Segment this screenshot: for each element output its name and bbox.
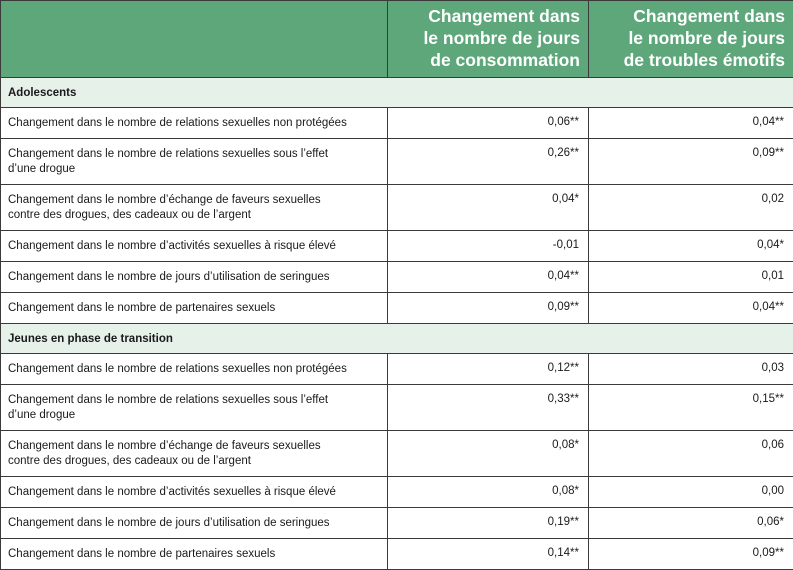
value-consumption-days: 0,19** [388, 508, 589, 539]
value-consumption-days: 0,08* [388, 431, 589, 477]
row-label [1, 108, 388, 139]
row-label-line1: Changement dans le nombre d’échange de faveurs sexuelles [8, 194, 321, 206]
table-row [1, 262, 793, 293]
section-row [1, 324, 793, 354]
value-consumption-days: 0,14** [388, 539, 589, 570]
table-row [1, 508, 793, 539]
row-label-line1: Changement dans le nombre de jours d’utilisation de seringues [8, 271, 330, 283]
header-col2-line3: de consommation [430, 50, 580, 70]
row-label-line1: Changement dans le nombre de relations sexuelles sous l’effet [8, 394, 328, 406]
table-row [1, 431, 793, 477]
row-label-line1: Changement dans le nombre d’activités sexuelles à risque élevé [8, 486, 336, 498]
value-consumption-days: 0,09** [388, 293, 589, 324]
table-row [1, 139, 793, 185]
row-label-line2: contre des drogues, des cadeaux ou de l’argent [8, 455, 251, 467]
value-consumption-days: 0,33** [388, 385, 589, 431]
row-label [1, 185, 388, 231]
header-empty-cell [1, 1, 388, 78]
table-header [1, 1, 793, 78]
value-emotional-days: 0,06* [589, 508, 793, 539]
value-consumption-days: -0,01 [388, 231, 589, 262]
row-label-line1: Changement dans le nombre de relations sexuelles non protégées [8, 363, 347, 375]
row-label [1, 231, 388, 262]
header-col3-line1: Changement dans [633, 6, 785, 26]
table-row [1, 231, 793, 262]
row-label [1, 385, 388, 431]
row-label [1, 293, 388, 324]
table-row [1, 477, 793, 508]
table-row [1, 108, 793, 139]
value-emotional-days: 0,09** [589, 539, 793, 570]
header-row [1, 1, 793, 78]
header-col3-line2: le nombre de jours [628, 28, 785, 48]
section-title: Jeunes en phase de transition [1, 324, 793, 354]
row-label-line1: Changement dans le nombre de partenaires sexuels [8, 548, 275, 560]
value-emotional-days: 0,01 [589, 262, 793, 293]
value-consumption-days: 0,04* [388, 185, 589, 231]
table-row [1, 293, 793, 324]
value-emotional-days: 0,02 [589, 185, 793, 231]
row-label [1, 539, 388, 570]
row-label-line2: d’une drogue [8, 163, 75, 175]
row-label [1, 431, 388, 477]
row-label-line2: d’une drogue [8, 409, 75, 421]
value-consumption-days: 0,08* [388, 477, 589, 508]
row-label [1, 139, 388, 185]
value-emotional-days: 0,04** [589, 108, 793, 139]
value-emotional-days: 0,15** [589, 385, 793, 431]
row-label-line1: Changement dans le nombre de relations sexuelles non protégées [8, 117, 347, 129]
table-row [1, 385, 793, 431]
value-consumption-days: 0,06** [388, 108, 589, 139]
row-label-line2: contre des drogues, des cadeaux ou de l’argent [8, 209, 251, 221]
row-label [1, 508, 388, 539]
value-emotional-days: 0,00 [589, 477, 793, 508]
row-label-line1: Changement dans le nombre de partenaires sexuels [8, 302, 275, 314]
header-emotional-days [589, 1, 793, 78]
row-label-line1: Changement dans le nombre d’échange de faveurs sexuelles [8, 440, 321, 452]
header-col2-line1: Changement dans [428, 6, 580, 26]
row-label [1, 354, 388, 385]
table-row [1, 185, 793, 231]
table-row [1, 539, 793, 570]
section-title: Adolescents [1, 78, 793, 108]
value-consumption-days: 0,04** [388, 262, 589, 293]
table-body [1, 78, 793, 570]
row-label [1, 262, 388, 293]
row-label-line1: Changement dans le nombre de jours d’utilisation de seringues [8, 517, 330, 529]
value-emotional-days: 0,04** [589, 293, 793, 324]
value-emotional-days: 0,09** [589, 139, 793, 185]
value-emotional-days: 0,03 [589, 354, 793, 385]
value-consumption-days: 0,12** [388, 354, 589, 385]
header-col3-line3: de troubles émotifs [624, 50, 785, 70]
header-consumption-days [388, 1, 589, 78]
table-row [1, 354, 793, 385]
section-row [1, 78, 793, 108]
row-label-line1: Changement dans le nombre de relations sexuelles sous l’effet [8, 148, 328, 160]
value-emotional-days: 0,04* [589, 231, 793, 262]
row-label-line1: Changement dans le nombre d’activités sexuelles à risque élevé [8, 240, 336, 252]
header-col2-line2: le nombre de jours [423, 28, 580, 48]
row-label [1, 477, 388, 508]
value-consumption-days: 0,26** [388, 139, 589, 185]
value-emotional-days: 0,06 [589, 431, 793, 477]
